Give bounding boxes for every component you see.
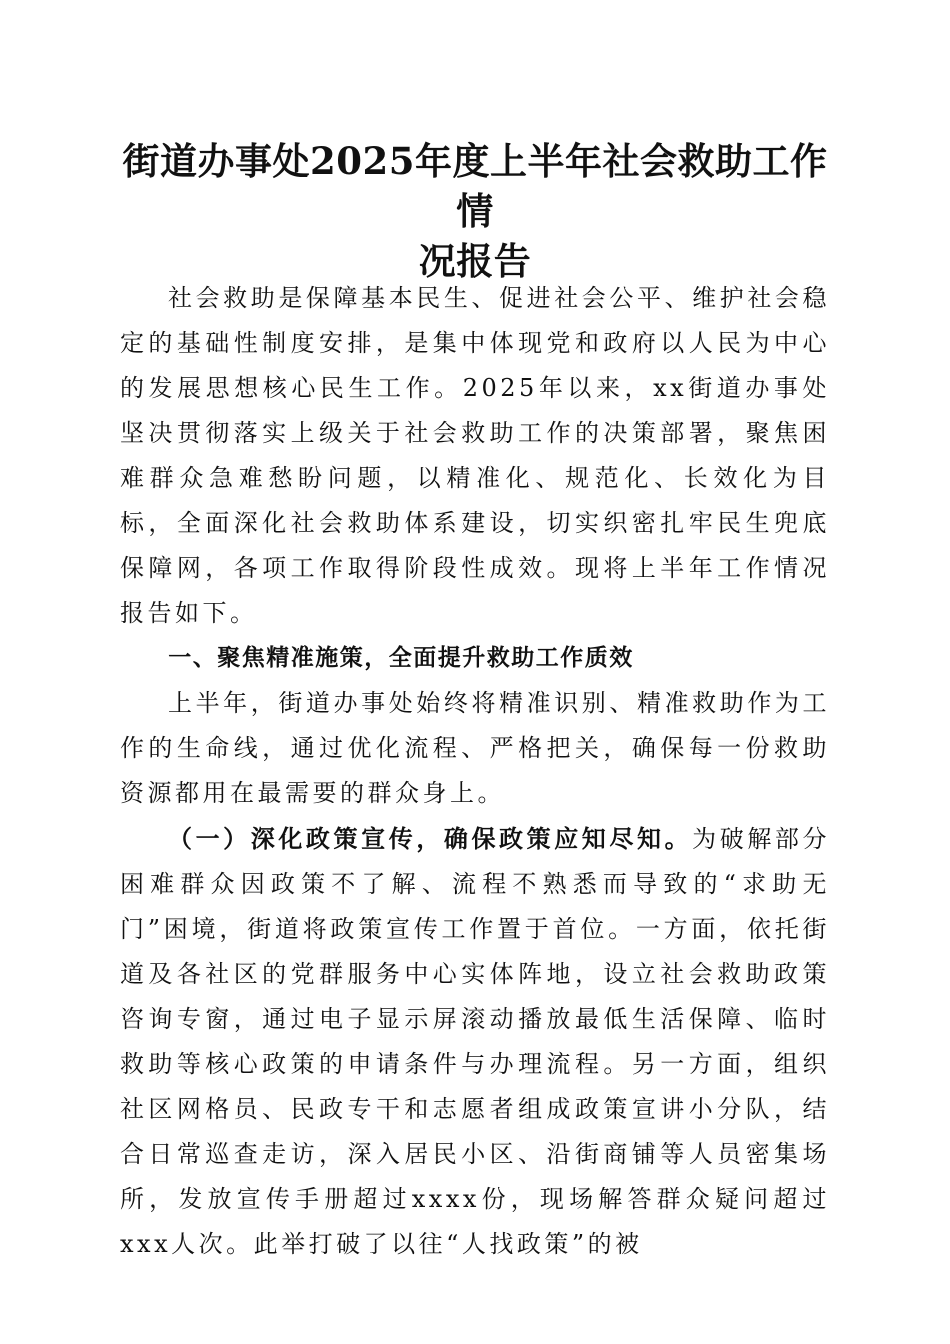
intro-paragraph: 社会救助是保障基本民生、促进社会公平、维护社会稳定的基础性制度安排，是集中体现党和政府以人民为中心的发展思想核心民生工作。2025年以来，xx街道办事处坚决贯彻落实上级关于社会救助工作的决策部署，聚焦困难群众急难愁盼问题，以精准化、规范化、长效化为目标，全面深化社会救助体系建设，切实织密扎牢民生兜底保障网，各项工作取得阶段性成效。现将上半年工作情况报告如下。 xyxy=(120,284,830,627)
title-line-1: 街道办事处2025年度上半年社会救助工作情 xyxy=(122,139,828,233)
section-1-item-1-paragraph xyxy=(120,816,830,1267)
title-line-2: 况报告 xyxy=(418,239,532,283)
document-body xyxy=(120,276,830,1267)
section-1-lead-paragraph: 上半年，街道办事处始终将精准识别、精准救助作为工作的生命线，通过优化流程、严格把关，确保每一份救助资源都用在最需要的群众身上。 xyxy=(120,689,830,807)
document-title xyxy=(120,136,830,286)
sub-heading-1: （一）深化政策宣传，确保政策应知尽知。 xyxy=(168,824,693,853)
section-heading-1: 一、聚焦精准施策，全面提升救助工作质效 xyxy=(168,645,634,671)
sub-heading-1-text: 为破解部分困难群众因政策不了解、流程不熟悉而导致的“求助无门”困境，街道将政策宣传工作置于首位。一方面，依托街道及各社区的党群服务中心实体阵地，设立社会救助政策咨询专窗，通过电子显示屏滚动播放最低生活保障、临时救助等核心政策的申请条件与办理流程。另一方面，组织社区网格员、民政专干和志愿者组成政策宣讲小分队，结合日常巡查走访，深入居民小区、沿街商铺等人员密集场所，发放宣传手册超过xxxx份，现场解答群众疑问超过xxx人次。此举打破了以往“人找政策”的被 xyxy=(120,825,831,1258)
